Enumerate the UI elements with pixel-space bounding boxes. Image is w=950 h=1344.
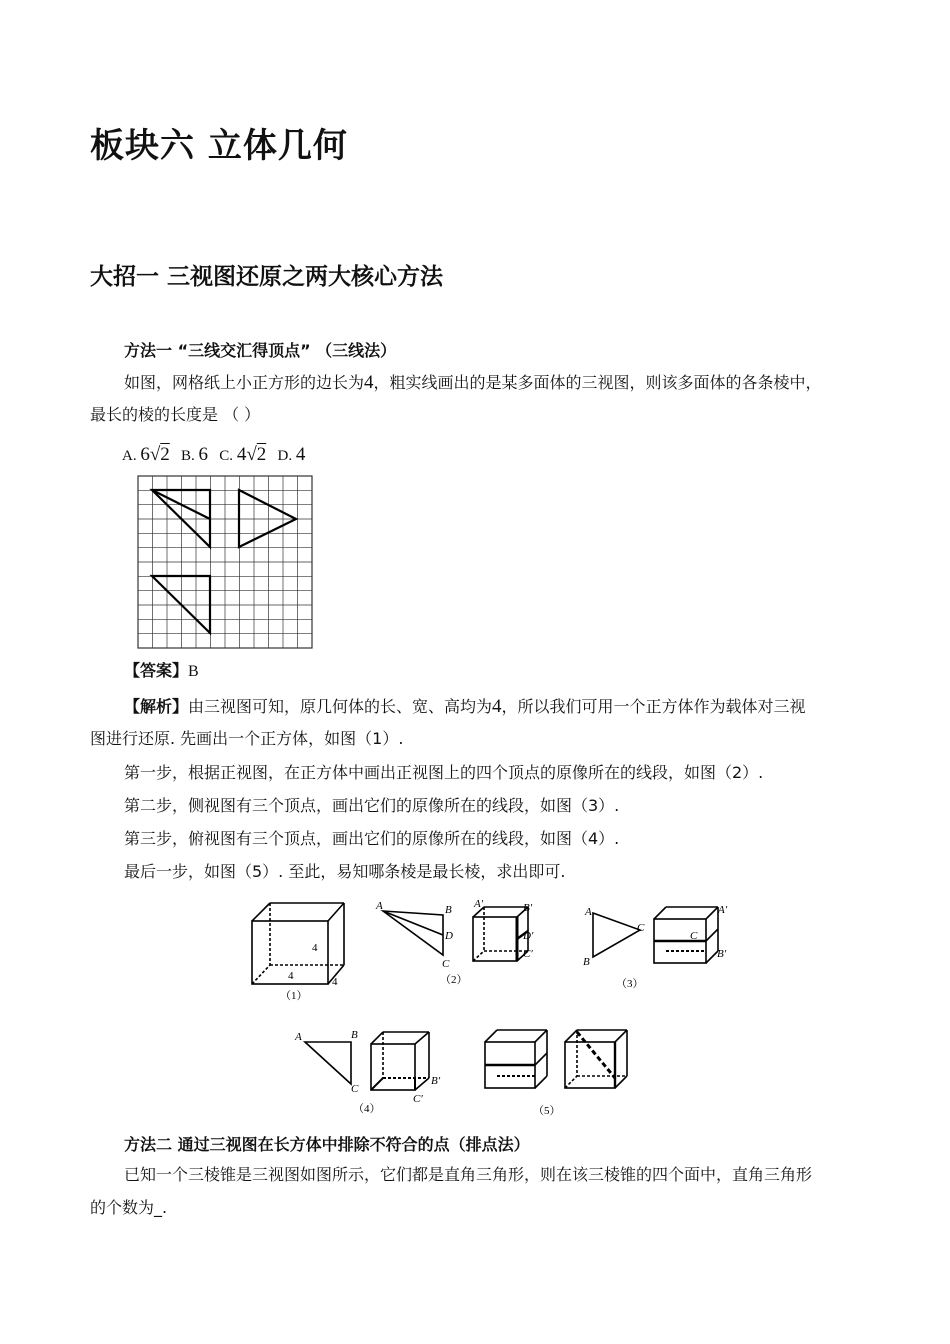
method2-question-line2: 的个数为_. (90, 1198, 168, 1217)
figure-2-cube (473, 907, 528, 961)
figure-5-cube-right (565, 1030, 627, 1088)
label-a-fig2: A (376, 900, 383, 912)
figure-5-cube-left (485, 1030, 547, 1088)
label-c1-fig2: C′ (523, 948, 533, 960)
figure-4-top-triangle (305, 1042, 351, 1084)
figure-3-cube (654, 907, 718, 963)
label-a-fig4: A (295, 1031, 302, 1043)
label-c-fig2: C (442, 958, 450, 970)
label-d-fig2: D (445, 930, 453, 942)
label-c-fig4: C (351, 1083, 359, 1095)
answer-choices (122, 444, 305, 466)
analysis-line2: 图进行还原. 先画出一个正方体，如图（1）. (90, 729, 404, 748)
choice-c: C. 4√2 (219, 444, 267, 465)
three-view-grid-figure (136, 474, 314, 650)
fig1-edge-right: 4 (312, 942, 318, 954)
fig4-caption: （4） (353, 1103, 381, 1115)
label-c1-fig4: C′ (413, 1093, 423, 1105)
fig1-edge-bottom: 4 (288, 970, 294, 982)
step-2: 第二步，侧视图有三个顶点，画出它们的原像所在的线段，如图（3）. (124, 796, 620, 815)
figure-3-side-triangle (593, 913, 640, 957)
figure-4-cube (371, 1032, 429, 1090)
step-1: 第一步，根据正视图，在正方体中画出正视图上的四个顶点的原像所在的线段，如图（2）. (124, 763, 764, 782)
figure-2-front-triangle (383, 911, 443, 955)
label-b-fig2: B (445, 904, 452, 916)
label-b1-fig4: B′ (431, 1075, 441, 1087)
label-c-fig3: C (637, 922, 645, 934)
label-b-fig3: B (583, 956, 590, 968)
label-b1-fig2: B′ (523, 902, 533, 914)
label-c-fig3-cube: C (690, 930, 698, 942)
side-view-triangle (239, 490, 296, 547)
fig2-caption: （2） (440, 974, 468, 986)
label-a-fig3: A (585, 906, 592, 918)
step-3: 第三步，俯视图有三个顶点，画出它们的原像所在的线段，如图（4）. (124, 829, 620, 848)
fig1-edge-depth: 4 (332, 976, 338, 988)
label-b1-fig3: B′ (717, 948, 727, 960)
front-view-triangle (152, 490, 210, 547)
fig3-caption: （3） (616, 978, 644, 990)
fig5-caption: （5） (533, 1105, 561, 1117)
method1-question-line1: 如图，网格纸上小正方形的边长为4，粗实线画出的是某多面体的三视图，则该多面体的各条棱中， (124, 372, 822, 393)
solution-figures-row2 (285, 1022, 645, 1122)
method2-heading: 方法二 通过三视图在长方体中排除不符合的点（排点法） (124, 1135, 530, 1154)
choice-a: A. 6√2 (122, 444, 170, 465)
top-view-triangle (152, 576, 210, 633)
answer-line: 【答案】B (124, 661, 199, 680)
label-a1-fig3: A′ (718, 904, 728, 916)
method2-question-line1: 已知一个三棱锥是三视图如图所示，它们都是直角三角形，则在该三棱锥的四个面中，直角三角形 (124, 1165, 813, 1184)
solution-figures-row1 (240, 895, 750, 1013)
label-b-fig4: B (351, 1029, 358, 1041)
fig1-caption: （1） (280, 990, 308, 1002)
label-a1-fig2: A′ (474, 898, 484, 910)
method1-question-line2: 最长的棱的长度是 （ ） (90, 405, 261, 424)
chapter-title: 大招一 三视图还原之两大核心方法 (90, 264, 444, 290)
figure-1-cube (252, 903, 344, 984)
choice-b: B. 6 (181, 444, 209, 465)
choice-d: D. 4 (277, 444, 306, 465)
analysis-line1: 【解析】由三视图可知，原几何体的长、宽、高均为4，所以我们可用一个正方体作为载体对三视 (124, 696, 806, 717)
section-title: 板块六 立体几何 (90, 126, 348, 166)
step-last: 最后一步，如图（5）. 至此，易知哪条棱是最长棱，求出即可. (124, 862, 566, 881)
label-d1-fig2: D′ (523, 930, 534, 942)
method1-heading: 方法一 “三线交汇得顶点” （三线法） (124, 341, 397, 360)
